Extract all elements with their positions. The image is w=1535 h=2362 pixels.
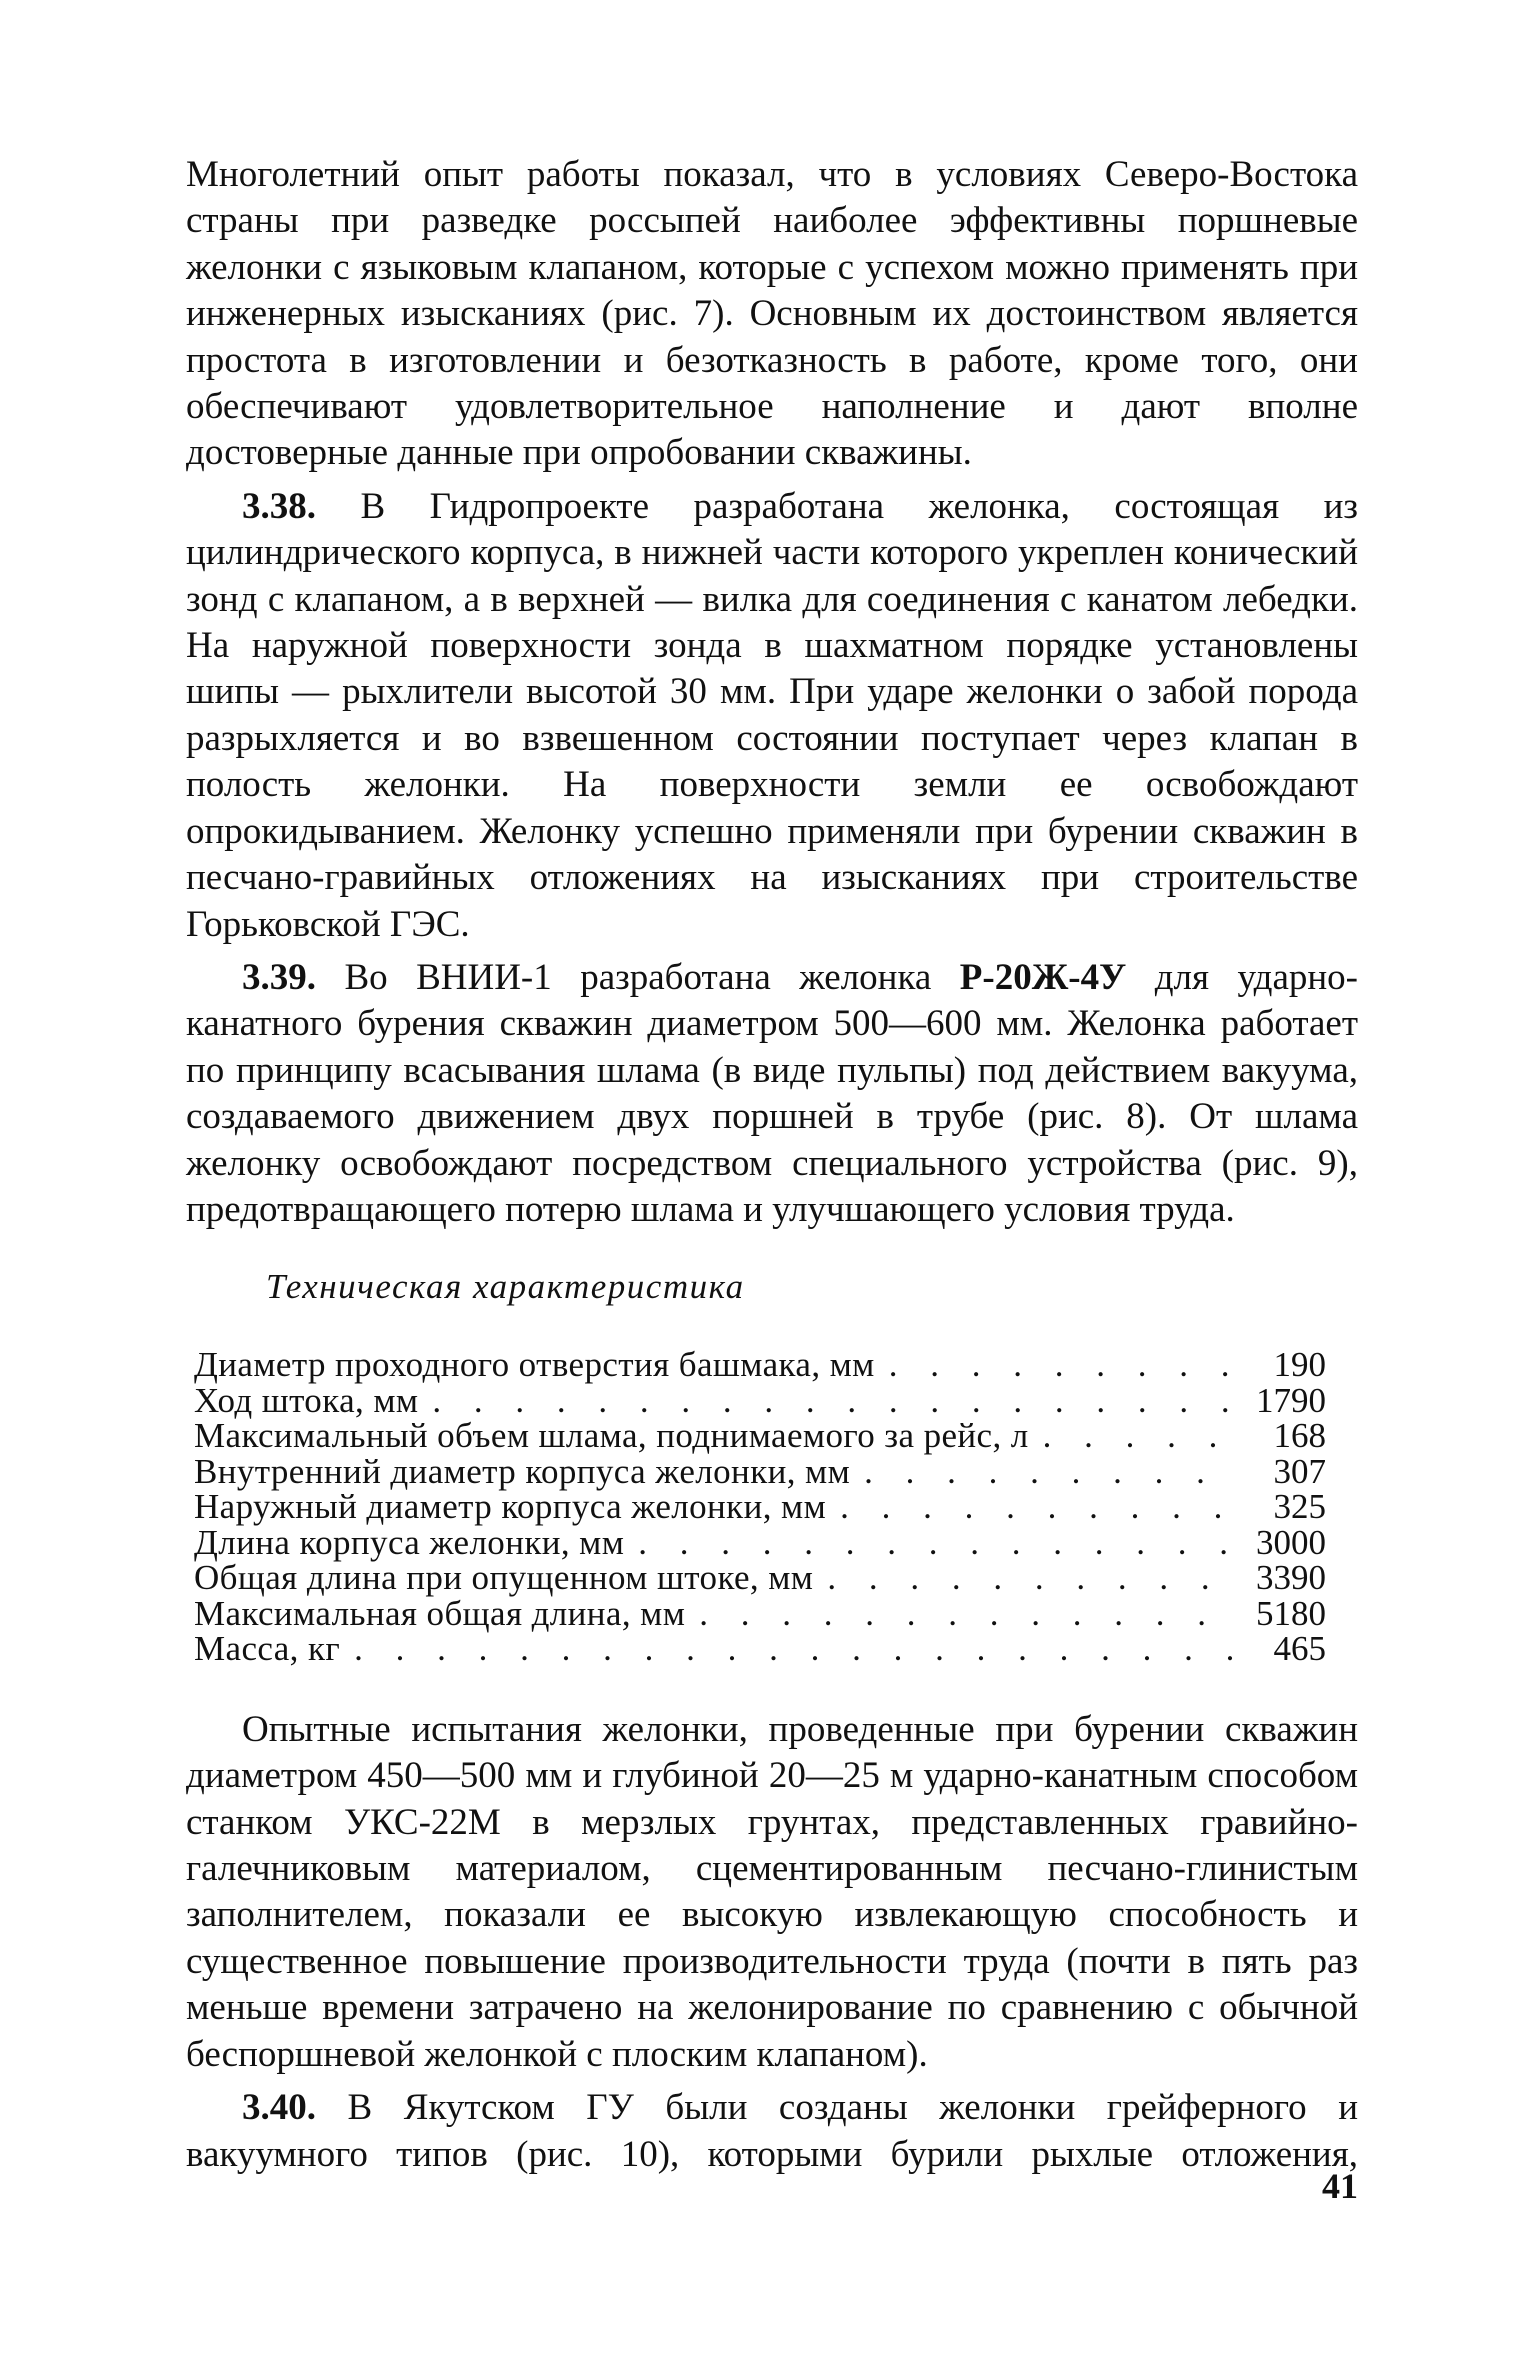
spec-label: Масса, кг (194, 1629, 341, 1669)
paragraph-intro-text: Многолетний опыт работы показал, что в условиях Северо-Востока страны при разведке россыпей наиболее эффективны поршневые желонки с языковым клапаном, которые с успехом можно применять при инженерных изысканиях (рис. 7). Основным их достоинством является простота в изготовлении и безотказность в работе, кроме того, они обеспечивают удовлетворительное наполнение и дают вполне достоверные данные при опробовании скважины. (186, 154, 1358, 474)
spec-label: Диаметр проходного отверстия башмака, мм (194, 1345, 875, 1385)
dot-leader (340, 1631, 1236, 1667)
spec-row (194, 1418, 1326, 1454)
model-name: Р-20Ж-4У (959, 956, 1127, 998)
dot-leader (813, 1560, 1236, 1596)
spec-row (194, 1347, 1326, 1383)
paragraph-intro (186, 152, 1358, 477)
spec-value: 190 (1273, 1345, 1326, 1385)
spec-row (194, 1380, 1326, 1420)
section-title: Техническая характеристика (266, 1267, 745, 1307)
spec-value: 3390 (1256, 1558, 1326, 1598)
page-number: 41 (1322, 2166, 1358, 2206)
dot-leader (685, 1596, 1236, 1632)
section-number-3-39: 3.39. (242, 956, 316, 998)
dot-leader (1029, 1418, 1236, 1454)
paragraph-3-38-text: В Гидропроекте разработана желонка, состоящая из цилиндрического корпуса, в нижней части которого укреплен конический зонд с клапаном, а в верхней — вилка для соединения с канатом лебедки. На наружной поверхности зонда в шахматном порядке установлены шипы — рыхлители высотой 30 мм. При ударе желонки о забой порода разрыхляется и во взвешенном состоянии поступает через клапан в полость желонки. На поверхности земли ее освобождают опрокидыванием. Желонку успешно применяли при бурении скважин в песчано-гравийных отложениях на изысканиях при строительстве Горьковской ГЭС. (186, 485, 1359, 945)
page-content (186, 152, 1358, 2178)
paragraph-3-39-text-b: для ударно-канатного бурения скважин диаметром 500—600 мм. Желонка работает по принципу всасывания шлама (в виде пульпы) под действием вакуума, создаваемого движением двух поршней в трубе (рис. 8). От шлама желонку освобождают посредством специального устройства (рис. 9), предотвращающего потерю шлама и улучшающего условия труда. (186, 956, 1358, 1230)
dot-leader (850, 1454, 1236, 1490)
dot-leader (826, 1489, 1236, 1525)
spec-label: Длина корпуса желонки, мм (194, 1522, 625, 1562)
spec-label: Общая длина при опущенном штоке, мм (194, 1558, 814, 1598)
spec-label: Наружный диаметр корпуса желонки, мм (194, 1487, 827, 1527)
spec-value: 465 (1273, 1629, 1326, 1669)
spec-row (194, 1451, 1326, 1491)
spec-value: 1790 (1256, 1380, 1326, 1420)
paragraph-3-39-text-a: Во ВНИИ-1 разработана желонка (344, 956, 960, 998)
specs-table (194, 1347, 1326, 1667)
spec-row (194, 1631, 1326, 1667)
spec-value: 3000 (1256, 1522, 1326, 1562)
spec-value: 5180 (1256, 1593, 1326, 1633)
spec-label: Ход штока, мм (194, 1380, 419, 1420)
spec-label: Внутренний диаметр корпуса желонки, мм (194, 1451, 851, 1491)
spec-value: 325 (1273, 1487, 1326, 1527)
section-number-3-40: 3.40. (242, 2087, 316, 2129)
paragraph-3-38 (186, 484, 1358, 948)
paragraph-3-39 (186, 955, 1358, 1233)
spec-value: 307 (1273, 1451, 1326, 1491)
paragraph-3-40 (186, 2085, 1358, 2178)
spec-label: Максимальная общая длина, мм (194, 1593, 686, 1633)
dot-leader (418, 1383, 1236, 1419)
spec-row (194, 1560, 1326, 1596)
spec-row (194, 1489, 1326, 1525)
spec-label: Максимальный объем шлама, поднимаемого за рейс, л (194, 1416, 1029, 1456)
paragraph-3-40-text: В Якутском ГУ были созданы желонки грейферного и вакуумного типов (рис. 10), которыми бурили рыхлые отложения, (186, 2087, 1358, 2175)
dot-leader (875, 1347, 1236, 1383)
paragraph-test-results (186, 1707, 1358, 2078)
paragraph-test-results-text: Опытные испытания желонки, проведенные при бурении скважин диаметром 450—500 мм и глубиной 20—25 м ударно-канатным способом станком УКС-22М в мерзлых грунтах, представленных гравийно-галечниковым материалом, сцементированным песчано-глинистым заполнителем, показали ее высокую извлекающую способность и существенное повышение производительности труда (почти в пять раз меньше времени затрачено на желонирование по сравнению с обычной беспоршневой желонкой с плоским клапаном). (186, 1708, 1358, 2075)
section-number-3-38: 3.38. (242, 485, 316, 527)
dot-leader (624, 1525, 1236, 1561)
spec-value: 168 (1273, 1416, 1326, 1456)
spec-row (194, 1522, 1326, 1562)
spec-row (194, 1593, 1326, 1633)
